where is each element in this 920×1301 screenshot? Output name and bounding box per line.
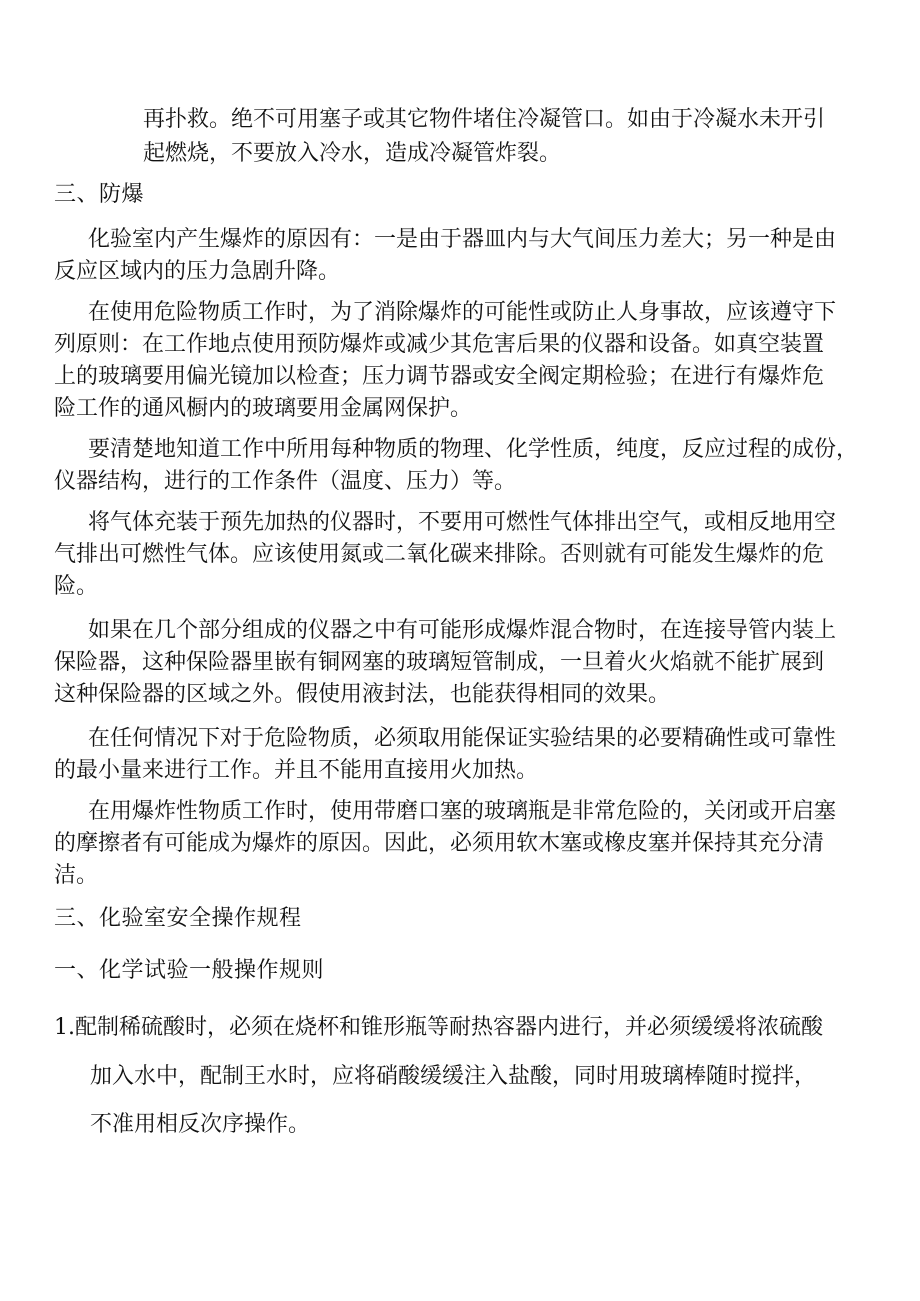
text-line: 这种保险器的区域之外。假使用液封法，也能获得相同的效果。 [54, 682, 671, 707]
text-line: 不准用相反次序操作。 [90, 1112, 311, 1137]
text-line: 在使用危险物质工作时，为了消除爆炸的可能性或防止人身事故，应该遵守下 [88, 300, 837, 325]
text-line: 列原则：在工作地点使用预防爆炸或减少其危害后果的仪器和设备。如真空装置 [54, 332, 825, 357]
text-line: 保险器，这种保险器里嵌有铜网塞的玻璃短管制成，一旦着火火焰就不能扩展到 [54, 650, 825, 675]
text-line: 在任何情况下对于危险物质，必须取用能保证实验结果的必要精确性或可靠性 [88, 726, 837, 751]
text-line: 要清楚地知道工作中所用每种物质的物理、化学性质，纯度，反应过程的成份， [88, 437, 859, 462]
text-line: 加入水中，配制王水时，应将硝酸缓缓注入盐酸，同时用玻璃棒随时搅拌， [90, 1064, 817, 1089]
text-line: 反应区域内的压力急剧升降。 [54, 259, 341, 284]
subsection-heading-general-rules: 一、化学试验一般操作规则 [54, 958, 325, 983]
text-line: 将气体充装于预先加热的仪器时，不要用可燃性气体排出空气，或相反地用空 [88, 510, 837, 535]
numbered-item: 1.配制稀硫酸时，必须在烧杯和锥形瓶等耐热容器内进行，并必须缓缓将浓硫酸 [54, 1015, 823, 1040]
text-line: 在用爆炸性物质工作时，使用带磨口塞的玻璃瓶是非常危险的，关闭或开启塞 [88, 799, 837, 824]
text-line: 化验室内产生爆炸的原因有：一是由于器皿内与大气间压力差大；另一种是由 [88, 227, 837, 252]
text-line: 险工作的通风橱内的玻璃要用金属网保护。 [54, 396, 473, 421]
text-line: 如果在几个部分组成的仪器之中有可能形成爆炸混合物时，在连接导管内装上 [88, 618, 837, 643]
text-line: 险。 [54, 574, 99, 599]
text-line: 气排出可燃性气体。应该使用氮或二氧化碳来排除。否则就有可能发生爆炸的危 [54, 542, 825, 567]
section-heading-safety-rules: 三、化验室安全操作规程 [54, 906, 302, 931]
section-heading-explosion-prevention: 三、防爆 [54, 182, 145, 207]
text-line: 的摩擦者有可能成为爆炸的原因。因此，必须用软木塞或橡皮塞并保持其充分清 [54, 831, 825, 856]
text-line: 起燃烧，不要放入冷水，造成冷凝管炸裂。 [143, 141, 562, 166]
text-line: 再扑救。绝不可用塞子或其它物件堵住冷凝管口。如由于冷凝水未开引 [143, 107, 826, 132]
text-line: 洁。 [54, 863, 99, 888]
text-line: 的最小量来进行工作。并且不能用直接用火加热。 [54, 758, 539, 783]
text-line: 仪器结构，进行的工作条件（温度、压力）等。 [54, 469, 517, 494]
text-line: 上的玻璃要用偏光镜加以检查；压力调节器或安全阀定期检验；在进行有爆炸危 [54, 364, 825, 389]
